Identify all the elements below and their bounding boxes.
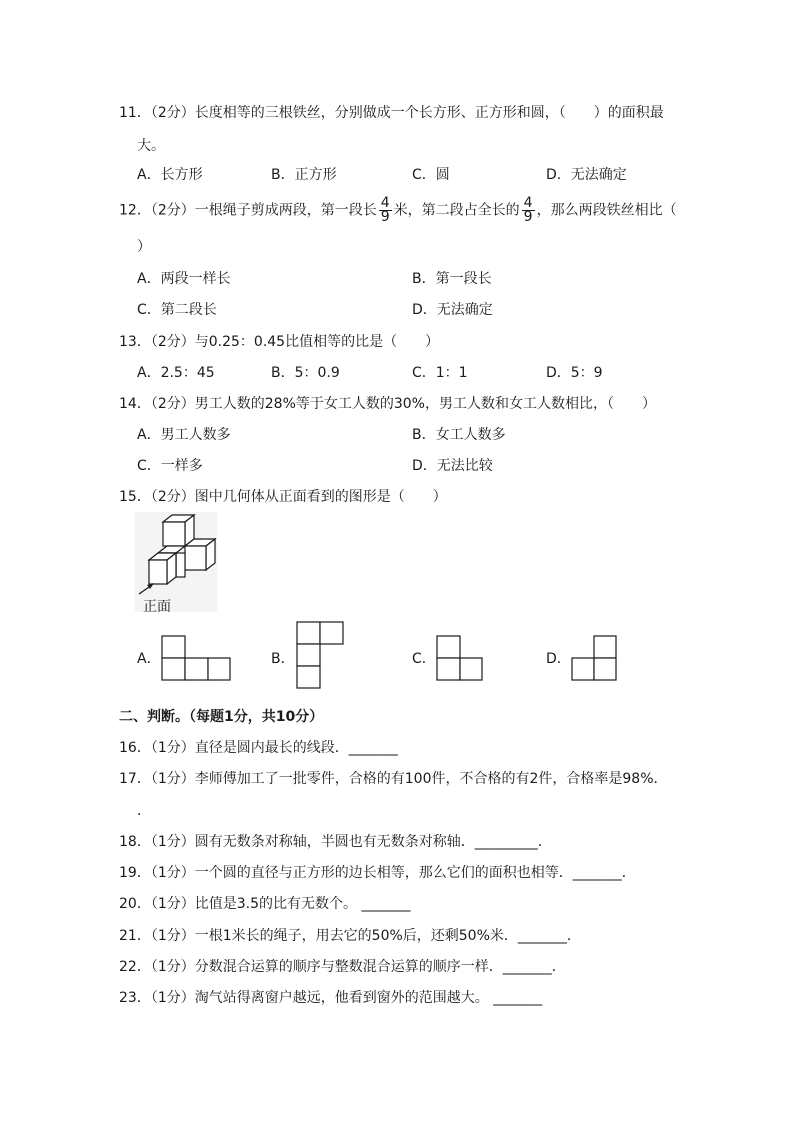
option-c: C．一样多 bbox=[137, 458, 203, 474]
question-text-b: 米，第二段占全长的 bbox=[393, 202, 520, 219]
question-text: 男工人数的28%等于女工人数的30%，男工人数和女工人数相比，（ ） bbox=[194, 396, 656, 412]
question-12-cont: ） bbox=[137, 239, 151, 255]
question-21: 21．（1分）一根1米长的绳子，用去它的50%后，还剩50%米．_______． bbox=[119, 928, 581, 944]
question-number: 15． bbox=[119, 489, 151, 505]
option-b-shape bbox=[295, 620, 347, 692]
front-view-label: 正面 bbox=[143, 599, 171, 615]
question-18: 18．（1分）圆有无数条对称轴，半圆也有无数条对称轴．_________． bbox=[119, 834, 552, 850]
option-b: B． bbox=[271, 651, 295, 667]
option-d-shape bbox=[570, 634, 620, 682]
question-score: （2分） bbox=[150, 396, 195, 412]
question-number: 11． bbox=[119, 105, 151, 121]
question-17: 17．（1分）李师傅加工了一批零件，合格的有100件，不合格的有2件，合格率是98%． bbox=[119, 771, 668, 787]
option-d: D．无法确定 bbox=[546, 167, 627, 183]
question-text-a: 一根绳子剪成两段，第一段长 bbox=[194, 202, 377, 219]
section-title: 二、判断。（每题1分，共10分） bbox=[119, 709, 324, 725]
question-text: 与0.25：0.45比值相等的比是（ ） bbox=[194, 334, 440, 350]
question-20: 20．（1分）比值是3.5的比有无数个。 _______ bbox=[119, 896, 411, 912]
option-a: A．两段一样长 bbox=[137, 271, 231, 287]
question-19: 19．（1分）一个圆的直径与正方形的边长相等，那么它们的面积也相等．_______． bbox=[119, 865, 636, 881]
question-score: （2分） bbox=[150, 334, 195, 350]
fraction: $\frac{4}{9}$ bbox=[523, 195, 533, 225]
question-score: （2分） bbox=[150, 105, 195, 121]
question-16: 16．（1分）直径是圆内最长的线段．_______ bbox=[119, 740, 398, 756]
fraction: $\frac{4}{9}$ bbox=[380, 195, 390, 225]
question-13 bbox=[119, 333, 439, 351]
option-a: A．男工人数多 bbox=[137, 427, 231, 443]
option-c: C．第二段长 bbox=[137, 302, 217, 318]
option-d: D．无法比较 bbox=[412, 458, 493, 474]
option-a: A．2.5：45 bbox=[137, 365, 215, 381]
option-d: D． bbox=[546, 651, 571, 667]
question-11-cont: 大。 bbox=[137, 138, 165, 154]
option-b: B．女工人数多 bbox=[412, 427, 506, 443]
question-12 bbox=[119, 197, 677, 224]
option-c: C．圆 bbox=[412, 167, 450, 183]
option-b: B．5：0.9 bbox=[271, 365, 340, 381]
question-number: 13． bbox=[119, 334, 151, 350]
option-c: C．1：1 bbox=[412, 365, 468, 381]
question-score: （2分） bbox=[150, 489, 195, 505]
option-d: D．5：9 bbox=[546, 365, 603, 381]
option-a-shape bbox=[160, 634, 232, 682]
question-17-cont: ． bbox=[137, 803, 151, 819]
question-text-c: ，那么两段铁丝相比（ bbox=[536, 202, 677, 219]
question-text: 长度相等的三根铁丝，分别做成一个长方形、正方形和圆，（ ）的面积最 bbox=[194, 105, 664, 121]
question-15 bbox=[119, 488, 447, 506]
question-22: 22．（1分）分数混合运算的顺序与整数混合运算的顺序一样．_______． bbox=[119, 959, 566, 975]
question-text: 图中几何体从正面看到的图形是（ ） bbox=[194, 489, 447, 505]
option-a: A． bbox=[137, 651, 161, 667]
option-c-shape bbox=[435, 634, 485, 682]
question-score: （2分） bbox=[150, 202, 195, 219]
option-d: D．无法确定 bbox=[412, 302, 493, 318]
question-23: 23．（1分）淘气站得离窗户越远，他看到窗外的范围越大。 _______ bbox=[119, 990, 543, 1006]
option-c: C． bbox=[412, 651, 436, 667]
option-b: B．第一段长 bbox=[412, 271, 492, 287]
question-number: 12． bbox=[119, 202, 151, 219]
question-14 bbox=[119, 395, 656, 413]
option-a: A．长方形 bbox=[137, 167, 203, 183]
option-b: B．正方形 bbox=[271, 167, 337, 183]
question-11 bbox=[119, 104, 664, 122]
question-number: 14． bbox=[119, 396, 151, 412]
